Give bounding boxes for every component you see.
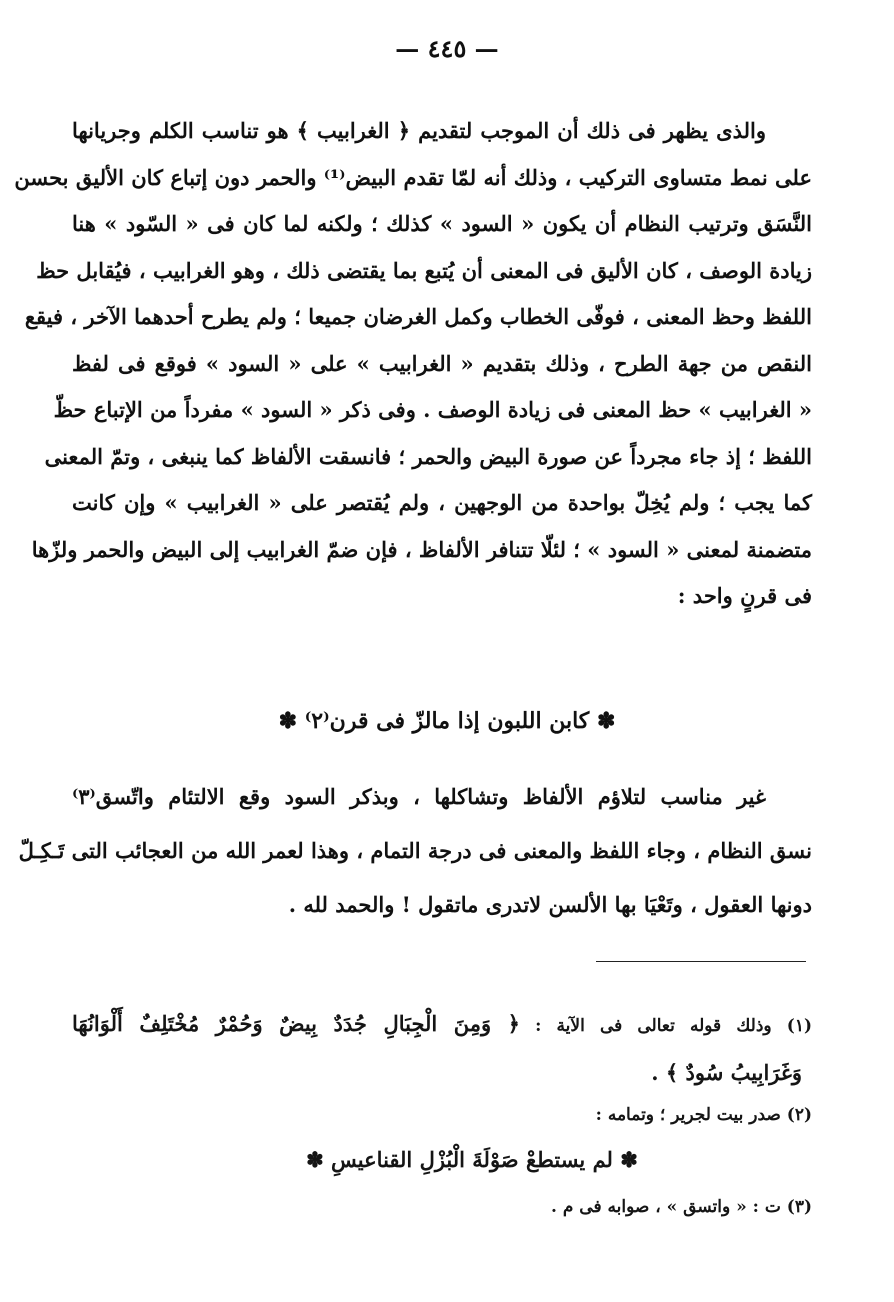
text-line: كما يجب ؛ ولم يُخِلّ بواحدة من الوجهين ، ولم يُقتصر على « الغرابيب » وإن كانت [72, 490, 812, 515]
text-line: النقص من جهة الطرح ، وذلك بتقديم « الغرابيب » على « السود » فوقع فى لفظ [72, 350, 812, 376]
footnote-separator [596, 961, 806, 962]
footnote-2-verse: ✽ لم يستطعْ صَوْلَةَ الْبُزْلِ القناعيسِ ✽ [306, 1147, 638, 1172]
footnote-1-intro: (١) وذلك قوله تعالى فى الآية : [535, 1016, 812, 1036]
second-paragraph [18, 770, 812, 932]
text-line: غير مناسب لتلاؤم الألفاظ وتشاكلها ، وبذكر السود وقع الالتئام واتّسق⁽٣⁾ [72, 784, 766, 809]
main-paragraph [14, 108, 812, 620]
text-line: متضمنة لمعنى « السود » ؛ لئلّا تتنافر الألفاظ ، فإن ضمّ الغرابيب إلى البيض والحمر ولزّها [31, 536, 812, 562]
page-number: — ٤٤٥ — [395, 34, 499, 63]
text-line: على نمط متساوى التركيب ، وذلك أنه لمّا تقدم البيض⁽¹⁾ والحمر دون إتباع كان الأليق بحسن [14, 164, 812, 190]
text-line: نسق النظام ، وجاء اللفظ والمعنى فى درجة التمام ، وهذا لعمر الله من العجائب التى تَـكِـلّ [18, 838, 812, 863]
poetry-verse: ✽ كابن اللبون إذا مالزّ فى قرن⁽٢⁾ ✽ [278, 708, 616, 734]
footnote-2: (٢) صدر بيت لجرير ؛ وتمامه : [595, 1105, 812, 1125]
footnote-1 [72, 1000, 812, 1050]
text-line: فى قرنٍ واحد : [677, 583, 812, 608]
footnote-3: (٣) ت : « واتسق » ، صوابه فى م . [551, 1197, 812, 1217]
text-line: زيادة الوصف ، كان الأليق فى المعنى أن يُتبع بما يقتضى ذلك ، وهو الغرابيب ، فيُقابل حظ [36, 257, 812, 283]
footnotes [72, 1000, 812, 1228]
text-line: والذى يظهر فى ذلك أن الموجب لتقديم ﴿ الغرابيب ﴾ هو تناسب الكلم وجريانها [72, 118, 766, 143]
text-line: اللفظ ؛ إذ جاء مجرداً عن صورة البيض والحمر ؛ فانسقت الألفاظ كما ينبغى ، وتمّ المعنى [44, 443, 812, 469]
text-line: دونها العقول ، وتَعْيَا بها الألسن لاتدرى ماتقول ! والحمد لله . [288, 892, 812, 917]
text-line: « الغرابيب » حظ المعنى فى زيادة الوصف . وفى ذكر « السود » مفرداً من الإتباع حظّ [53, 397, 812, 422]
quran-quote-continuation: وَغَرَابِيبُ سُودٌ ﴾ . [651, 1060, 802, 1085]
text-line: اللفظ وحظ المعنى ، فوفّى الخطاب وكمل الغرضان جميعا ؛ ولم يطرح أحدهما الآخر ، فيقع [24, 304, 812, 329]
text-line: النَّسَق وترتيب النظام أن يكون « السود » كذلك ؛ ولكنه لما كان فى « السّود » هنا [72, 211, 812, 236]
quran-quote: ﴿ وَمِنَ الْجِبَالِ جُدَدٌ بِيضٌ وَحُمْرٌ مُخْتَلِفٌ أَلْوَانُهَا [72, 1011, 520, 1036]
